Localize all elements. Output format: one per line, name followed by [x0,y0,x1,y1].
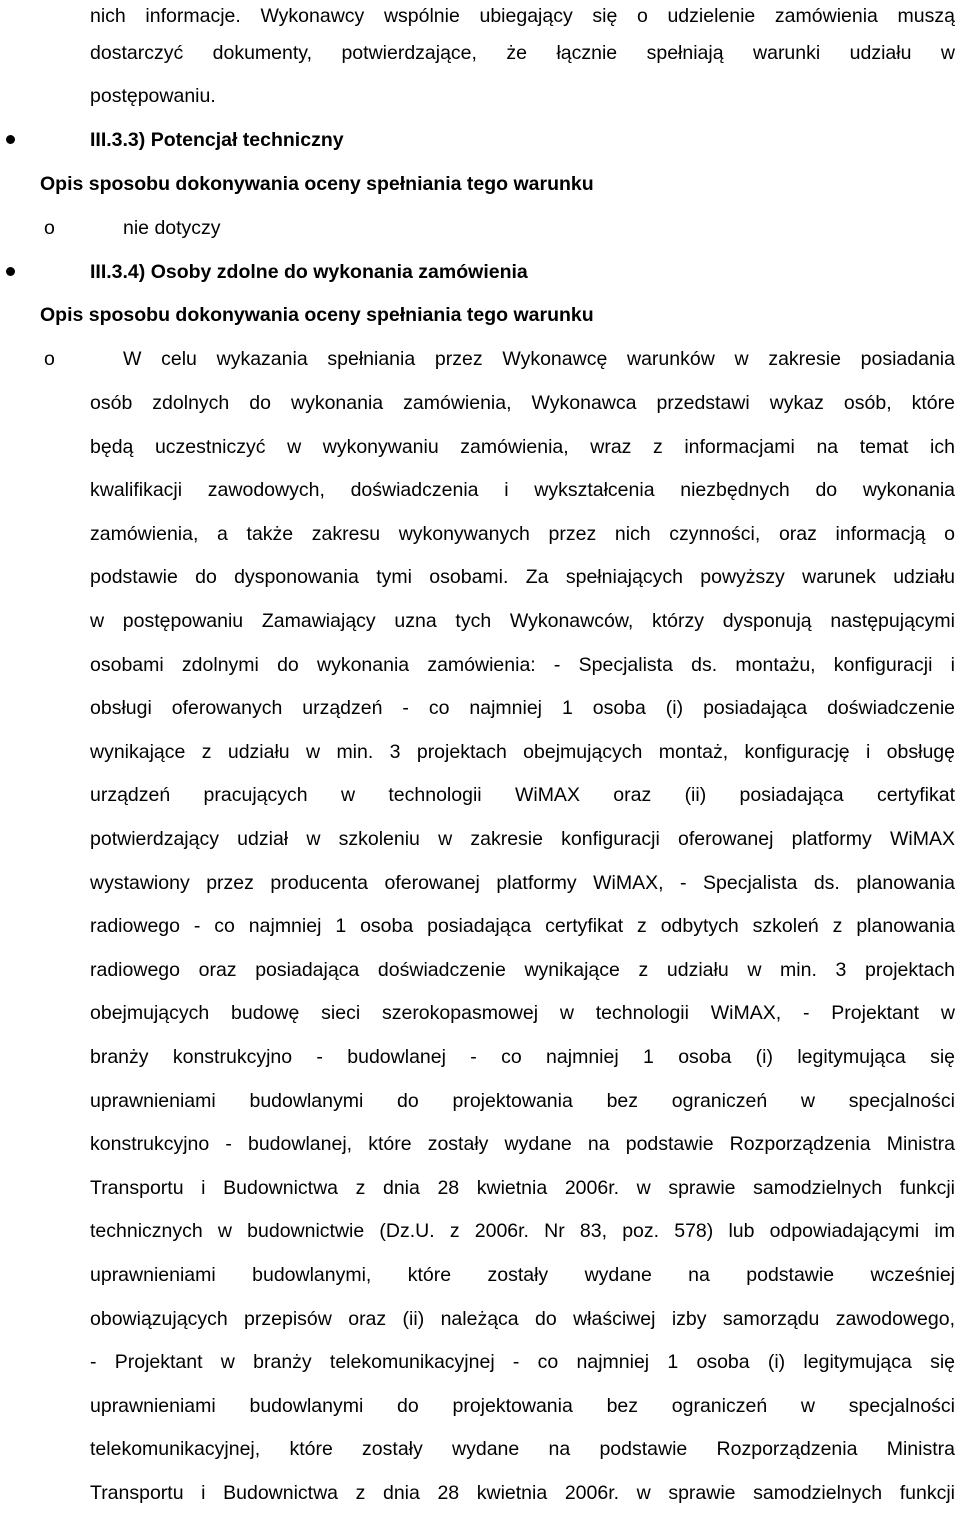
paragraph-line: obejmujących budowę sieci szerokopasmowej w technologii WiMAX, - Projektant w [90,1002,955,1025]
paragraph-line: w postępowaniu Zamawiający uzna tych Wykonawców, którzy dysponują następującymi [90,610,955,632]
paragraph-line: obsługi oferowanych urządzeń - co najmniej 1 osoba (i) posiadająca doświadczenie [90,697,955,720]
circle-bullet-icon: o [44,348,55,370]
paragraph-line: kwalifikacji zawodowych, doświadczenia i wykształcenia niezbędnych do wykonania [90,479,955,502]
circle-bullet-icon: o [44,217,55,239]
paragraph-line: postępowaniu. [90,85,216,107]
paragraph-line: branży konstrukcyjno - budowlanej - co najmniej 1 osoba (i) legitymująca się [90,1046,955,1068]
paragraph-line: wynikające z udziału w min. 3 projektach obejmujących montaż, konfigurację i obsługę [90,740,955,763]
paragraph-line: konstrukcyjno - budowlanej, które zostały wydane na podstawie Rozporządzenia Ministra [90,1133,955,1156]
paragraph-line: osobami zdolnymi do wykonania zamówienia: - Specjalista ds. montażu, konfiguracji i [90,653,955,676]
paragraph-line: dostarczyć dokumenty, potwierdzające, że łącznie spełniają warunki udziału w [90,42,955,64]
paragraph-line: W celu wykazania spełniania przez Wykonawcę warunków w zakresie posiadania [123,348,955,370]
paragraph-line: Transportu i Budownictwa z dnia 28 kwietnia 2006r. w sprawie samodzielnych funkcji [90,1176,955,1199]
paragraph-line: technicznych w budownictwie (Dz.U. z 2006r. Nr 83, poz. 578) lub odpowiadającymi im [90,1220,955,1243]
paragraph-line: obowiązujących przepisów oraz (ii) należąca do właściwej izby samorządu zawodowego, [90,1307,955,1330]
list-item: nie dotyczy [123,217,221,239]
paragraph-line: wystawiony przez producenta oferowanej platformy WiMAX, - Specjalista ds. planowania [90,871,955,894]
paragraph-line: Transportu i Budownictwa z dnia 28 kwietnia 2006r. w sprawie samodzielnych funkcji [90,1482,955,1504]
paragraph-line: potwierdzający udział w szkoleniu w zakresie konfiguracji oferowanej platformy WiMAX [90,828,955,850]
paragraph-line: uprawnieniami budowlanymi do projektowania bez ograniczeń w specjalności [90,1089,955,1112]
section-heading: III.3.4) Osoby zdolne do wykonania zamówienia [90,261,528,283]
paragraph-line: uprawnieniami budowlanymi do projektowania bez ograniczeń w specjalności [90,1394,955,1417]
paragraph-line: osób zdolnych do wykonania zamówienia, Wykonawca przedstawi wykaz osób, które [90,392,955,414]
paragraph-line: radiowego oraz posiadająca doświadczenie wynikające z udziału w min. 3 projektach [90,958,955,981]
bullet-icon [6,267,15,276]
section-subheading: Opis sposobu dokonywania oceny spełniania tego warunku [40,173,594,195]
paragraph-line: telekomunikacyjnej, które zostały wydane na podstawie Rozporządzenia Ministra [90,1438,955,1461]
section-subheading: Opis sposobu dokonywania oceny spełniania tego warunku [40,304,594,326]
paragraph-line: zamówienia, a także zakresu wykonywanych przez nich czynności, oraz informacją o [90,522,955,545]
paragraph-line: uprawnieniami budowlanymi, które zostały wydane na podstawie wcześniej [90,1264,955,1286]
paragraph-line: nich informacje. Wykonawcy wspólnie ubiegający się o udzielenie zamówienia muszą [90,5,955,27]
paragraph-line: urządzeń pracujących w technologii WiMAX oraz (ii) posiadająca certyfikat [90,784,955,807]
paragraph-line: będą uczestniczyć w wykonywaniu zamówienia, wraz z informacjami na temat ich [90,435,955,458]
paragraph-line: radiowego - co najmniej 1 osoba posiadająca certyfikat z odbytych szkoleń z planowania [90,915,955,938]
bullet-icon [6,135,15,144]
paragraph-line: - Projektant w branży telekomunikacyjnej - co najmniej 1 osoba (i) legitymująca się [90,1351,955,1374]
paragraph-line: podstawie do dysponowania tymi osobami. Za spełniających powyższy warunek udziału [90,566,955,589]
section-heading: III.3.3) Potencjał techniczny [90,129,344,151]
